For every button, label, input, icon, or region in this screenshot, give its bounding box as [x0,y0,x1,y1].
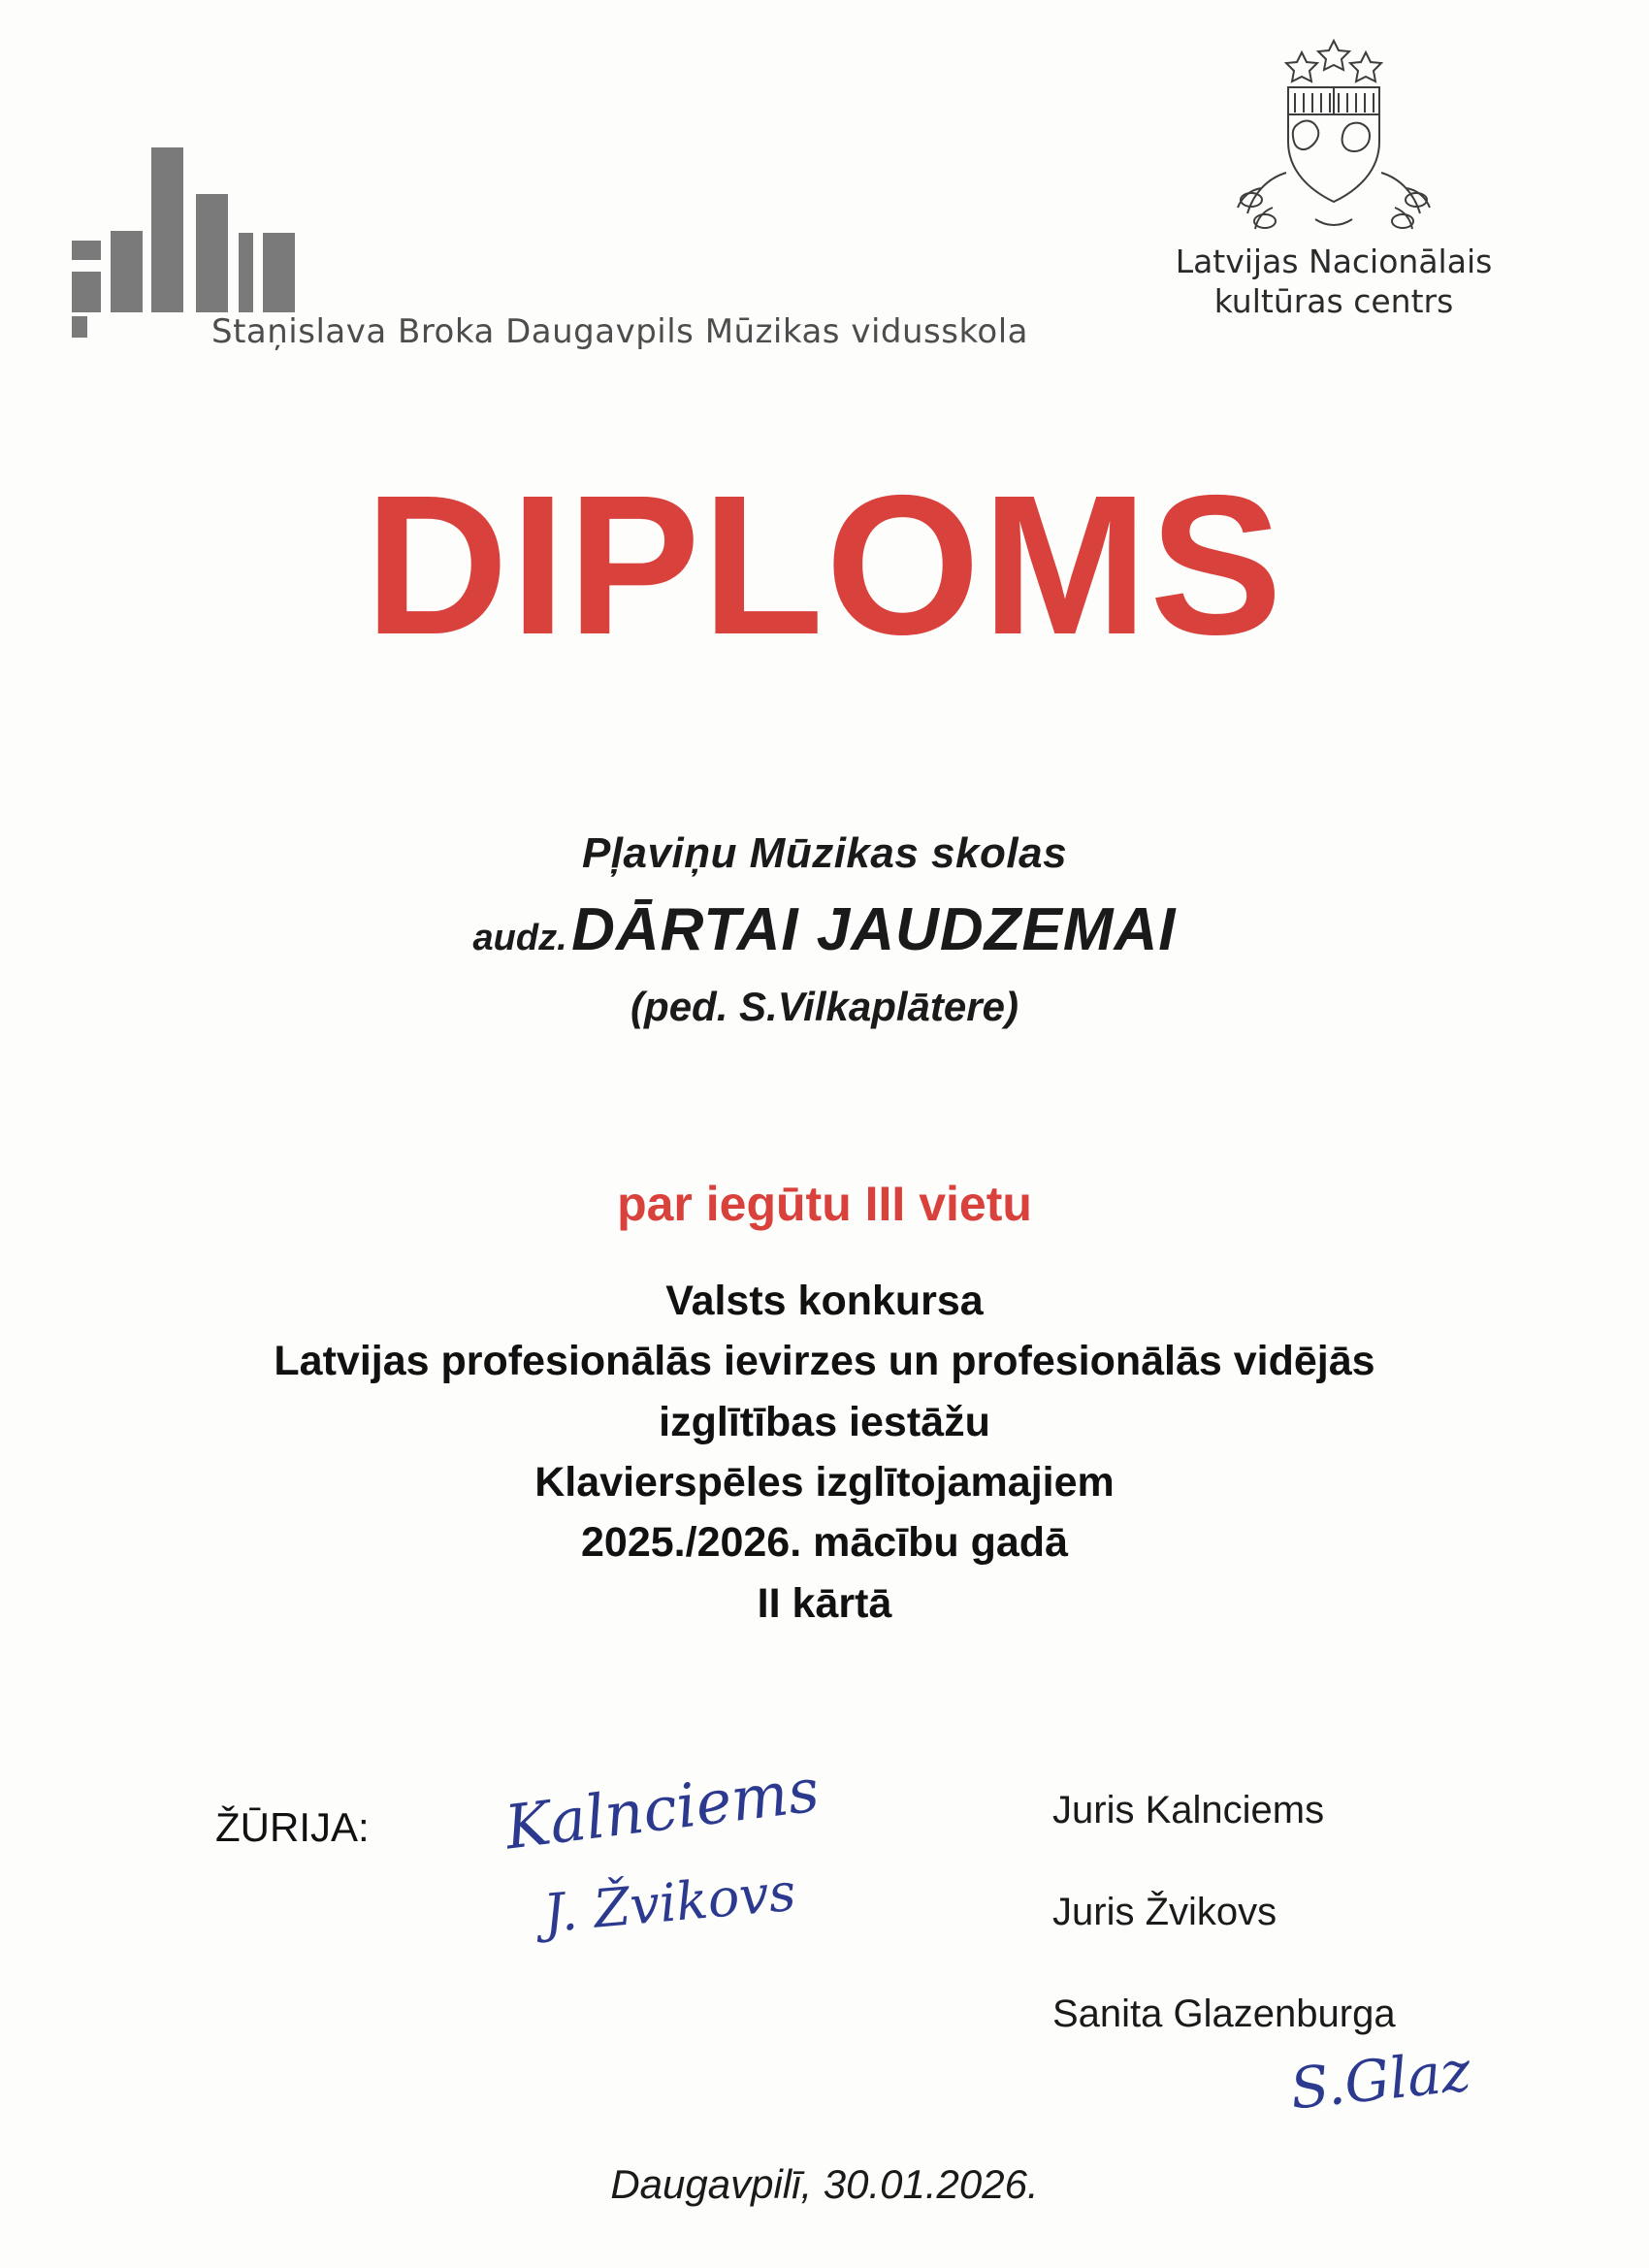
signature-zvikovs: J. Žvikovs [540,1861,798,1945]
recipient-name: DĀRTAI JAUDZEMAI [571,896,1177,963]
school-logo-block [56,126,1065,351]
diploma-title: DIPLOMS [365,454,1284,676]
header [0,0,1649,388]
recipient-name-line [0,895,1649,964]
signature-kalnciems: Kalnciems [501,1754,824,1863]
contest-line: izglītības iestāžu [659,1398,990,1445]
place-and-date: Daugavpilī, 30.01.2026. [610,2161,1039,2207]
recipient-prefix: audz. [472,918,567,958]
jury-label: ŽŪRIJA: [215,1804,370,1850]
national-centre-line-1: Latvijas Nacionālais [1175,243,1493,280]
jury-member: Sanita Glazenburga [1052,1993,1396,2035]
jury-member: Juris Kalnciems [1052,1789,1325,1831]
national-centre-line-2: kultūras centrs [1213,282,1454,321]
recipient-school: Pļaviņu Mūzikas skolas [581,829,1068,877]
contest-line: Klavierspēles izglītojamajiem [534,1459,1115,1507]
music-school-logo-icon [64,126,355,325]
jury-member: Juris Žvikovs [1052,1891,1277,1933]
jury-block [0,1754,1649,2136]
contest-line: Latvijas profesionālās ievirzes un profesionālās vidējās [274,1338,1375,1385]
contest-description [0,1271,1649,1634]
jury-names [1052,1791,1396,2096]
contest-line: 2025./2026. mācību gadā [581,1519,1068,1567]
contest-line: Valsts konkursa [665,1278,984,1324]
recipient-block [0,829,1649,1030]
contest-line: II kārtā [757,1579,892,1627]
school-name: Staņislava Broka Daugavpils Mūzikas vidusskola [211,312,1029,351]
award-place: par iegūtu III vietu [617,1177,1032,1231]
recipient-teacher: (ped. S.Vilkaplātere) [630,984,1018,1029]
latvia-coat-of-arms-icon [1222,27,1445,236]
national-centre-block [1106,27,1562,322]
signature-glazenburga: S.Glaz [1286,2037,1474,2122]
